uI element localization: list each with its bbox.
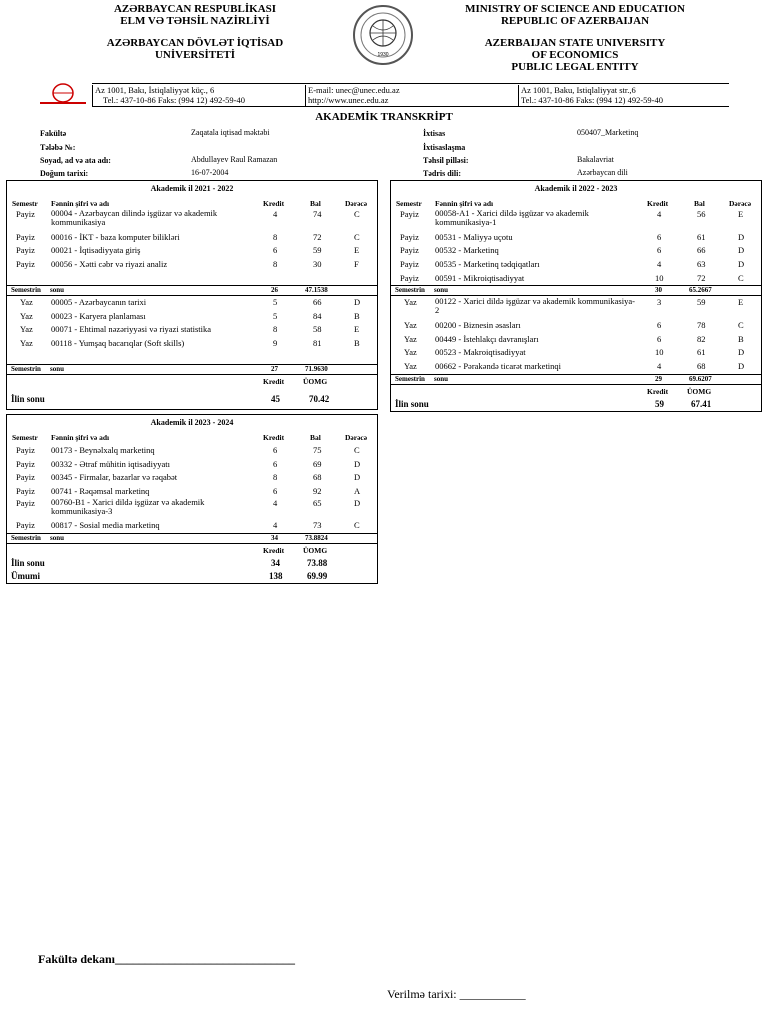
col-fenn: Fənnin şifri və adı bbox=[51, 433, 110, 442]
header-left-line1: AZƏRBAYCAN RESPUBLİKASI bbox=[113, 3, 277, 15]
fakulte-value: Zaqatala iqtisad məktəbi bbox=[191, 128, 270, 137]
page-title: AKADEMİK TRANSKRİPT bbox=[315, 111, 453, 123]
col-semestr: Semestr bbox=[12, 199, 38, 208]
semester-summary: Semestrin sonu 30 65.2667 bbox=[391, 285, 761, 296]
col-semestr: Semestr bbox=[396, 199, 422, 208]
header-left-line3: AZƏRBAYCAN DÖVLƏT İQTİSAD bbox=[106, 37, 284, 49]
header-right-line4: OF ECONOMICS bbox=[531, 49, 619, 61]
year-2023-2024-box: Akademik il 2023 - 2024 Semestr Fənnin şifri və adı Kredit Bal Dərəcə Payiz 00173 - Beynəlxalq marketinq 6 75 C Payiz 00332 - Ətraf mühitin iqtisadiyyatı 6 69 D Payiz 00345 - Firmalar, bazarlar və rəqabət 8 68 D Payiz 00741 - Rəqəmsal marketinq 6 92 A Payiz 00760-B1 - Xarici dildə işgüzar və akademik kommunikasiya-3 4 65 D Payiz 00817 - Sosial media marketinq 4 73 C Semestrin sonu 34 73.8824 Kredit ÜOMG İlin sonu 34 73.88 Ümumi 138 69.99 bbox=[6, 414, 378, 584]
col-kredit: Kredit bbox=[647, 199, 669, 208]
contact-left-address: Az 1001, Bakı, İstiqlaliyyət küç., 6 bbox=[95, 85, 215, 95]
fakulte-label: Fakültə bbox=[40, 129, 67, 138]
col-bal: Bal bbox=[310, 199, 321, 208]
semester-summary: Semestrin sonu 27 71.9630 bbox=[7, 364, 377, 375]
col-bal: Bal bbox=[694, 199, 705, 208]
col-kredit: Kredit bbox=[263, 199, 285, 208]
col-derece: Dərəcə bbox=[345, 433, 368, 442]
soyad-value: Abdullayev Raul Ramazan bbox=[191, 155, 278, 164]
contact-left-phone: Tel.: 437-10-86 Faks: (994 12) 492-59-40 bbox=[103, 95, 245, 105]
dil-value: Azərbaycan dili bbox=[577, 168, 628, 177]
header-right bbox=[450, 3, 700, 73]
pille-value: Bakalavriat bbox=[577, 155, 614, 164]
semester-summary: Semestrin sonu 29 69.6207 bbox=[391, 374, 761, 385]
header-right-line3: AZERBAIJAN STATE UNIVERSITY bbox=[484, 37, 666, 49]
year-2022-2023-box: Akademik il 2022 - 2023 Semestr Fənnin şifri və adı Kredit Bal Dərəcə Payiz 00058-A1 - Xarici dildə işgüzar və akademik kommunikasiya-1 4 56 E Payiz 00531 - Maliyyə uçotu 6 61 D Payiz 00532 - Marketinq 6 66 D Payiz 00535 - Marketinq tədqiqatları 4 63 D Payiz 00591 - Mikroiqtisadiyyat 10 72 C Semestrin sonu 30 65.2667 Yaz 00122 - Xarici dildə işgüzar və akademik kommunikasiya-2 3 59 E Yaz 00200 - Biznesin əsasları 6 78 C Yaz 00449 - İstehlakçı davranışları 6 82 B Yaz 00523 - Makroiqtisadiyyat 10 61 D Yaz 00662 - Pərakəndə ticarət marketinqi 4 68 D Semestrin sonu 29 69.6207 Kredit ÜOMG İlin sonu 59 67.41 bbox=[390, 180, 762, 412]
header-left bbox=[80, 3, 310, 61]
contact-right-phone: Tel.: 437-10-86 Faks: (994 12) 492-59-40 bbox=[521, 95, 663, 105]
contact-right-address: Az 1001, Baku, Istiqlaliyyat str.,6 bbox=[521, 85, 636, 95]
pille-label: Təhsil pilləsi: bbox=[423, 156, 469, 165]
ixtisaslasma-label: İxtisaslaşma bbox=[423, 143, 466, 152]
ixtisas-label: İxtisas bbox=[423, 129, 446, 138]
contact-bar bbox=[92, 83, 729, 107]
ixtisas-value: 050407_Marketinq bbox=[577, 128, 639, 137]
certification-logo bbox=[38, 82, 88, 108]
soyad-label: Soyad, ad və ata adı: bbox=[40, 156, 111, 165]
semester-summary: Semestrin sonu 26 47.1538 bbox=[7, 285, 377, 296]
col-kredit: Kredit bbox=[263, 433, 285, 442]
col-fenn: Fənnin şifri və adı bbox=[435, 199, 494, 208]
issue-date-line: Verilmə tarixi: ___________ bbox=[387, 987, 526, 1001]
year-title: Akademik il 2021 - 2022 bbox=[150, 184, 234, 193]
telebe-label: Tələbə №: bbox=[40, 143, 76, 152]
col-semestr: Semestr bbox=[12, 433, 38, 442]
seal-year: 1930 bbox=[377, 52, 389, 58]
header-left-line2: ELM VƏ TƏHSİL NAZİRLİYİ bbox=[120, 15, 270, 27]
year-title: Akademik il 2022 - 2023 bbox=[534, 184, 618, 193]
col-derece: Dərəcə bbox=[345, 199, 368, 208]
year-2021-2022-box: Akademik il 2021 - 2022 Semestr Fənnin şifri və adı Kredit Bal Dərəcə Payiz 00004 - Azərbaycan dilində işgüzar və akademik kommunikasiya 4 74 C Payiz 00016 - İKT - baza komputer bilikləri 8 72 C Payiz 00021 - İqtisadiyyata giriş 6 59 E Payiz 00056 - Xətti cəbr və riyazi analiz 8 30 F Semestrin sonu 26 47.1538 Yaz 00005 - Azərbaycanın tarixi 5 66 D Yaz 00023 - Karyera planlaması 5 84 B Yaz 00071 - Ehtimal nəzəriyyəsi və riyazi statistika 8 58 E Yaz 00118 - Yumşaq bacarıqlar (Soft skills) 9 81 B Semestrin sonu 27 71.9630 Kredit ÜOMG İlin sonu 45 70.42 bbox=[6, 180, 378, 410]
col-bal: Bal bbox=[310, 433, 321, 442]
dean-signature-line: Fakültə dekanı______________________________ bbox=[38, 952, 296, 966]
semester-summary: Semestrin sonu 34 73.8824 bbox=[7, 533, 377, 544]
header-right-line2: REPUBLIC OF AZERBAIJAN bbox=[500, 15, 650, 27]
col-derece: Dərəcə bbox=[729, 199, 752, 208]
university-seal bbox=[352, 4, 414, 66]
contact-website[interactable]: http://www.unec.edu.az bbox=[308, 95, 389, 105]
header-left-line4: UNİVERSİTETİ bbox=[154, 49, 236, 61]
dil-label: Tədris dili: bbox=[423, 169, 462, 178]
dogum-value: 16-07-2004 bbox=[191, 168, 229, 177]
year-title: Akademik il 2023 - 2024 bbox=[150, 418, 234, 427]
dogum-label: Doğum tarixi: bbox=[40, 169, 89, 178]
header-right-line1: MINISTRY OF SCIENCE AND EDUCATION bbox=[465, 3, 685, 15]
contact-email[interactable]: E-mail: unec@unec.edu.az bbox=[308, 85, 400, 95]
col-fenn: Fənnin şifri və adı bbox=[51, 199, 110, 208]
header-right-line5: PUBLIC LEGAL ENTITY bbox=[511, 61, 639, 73]
